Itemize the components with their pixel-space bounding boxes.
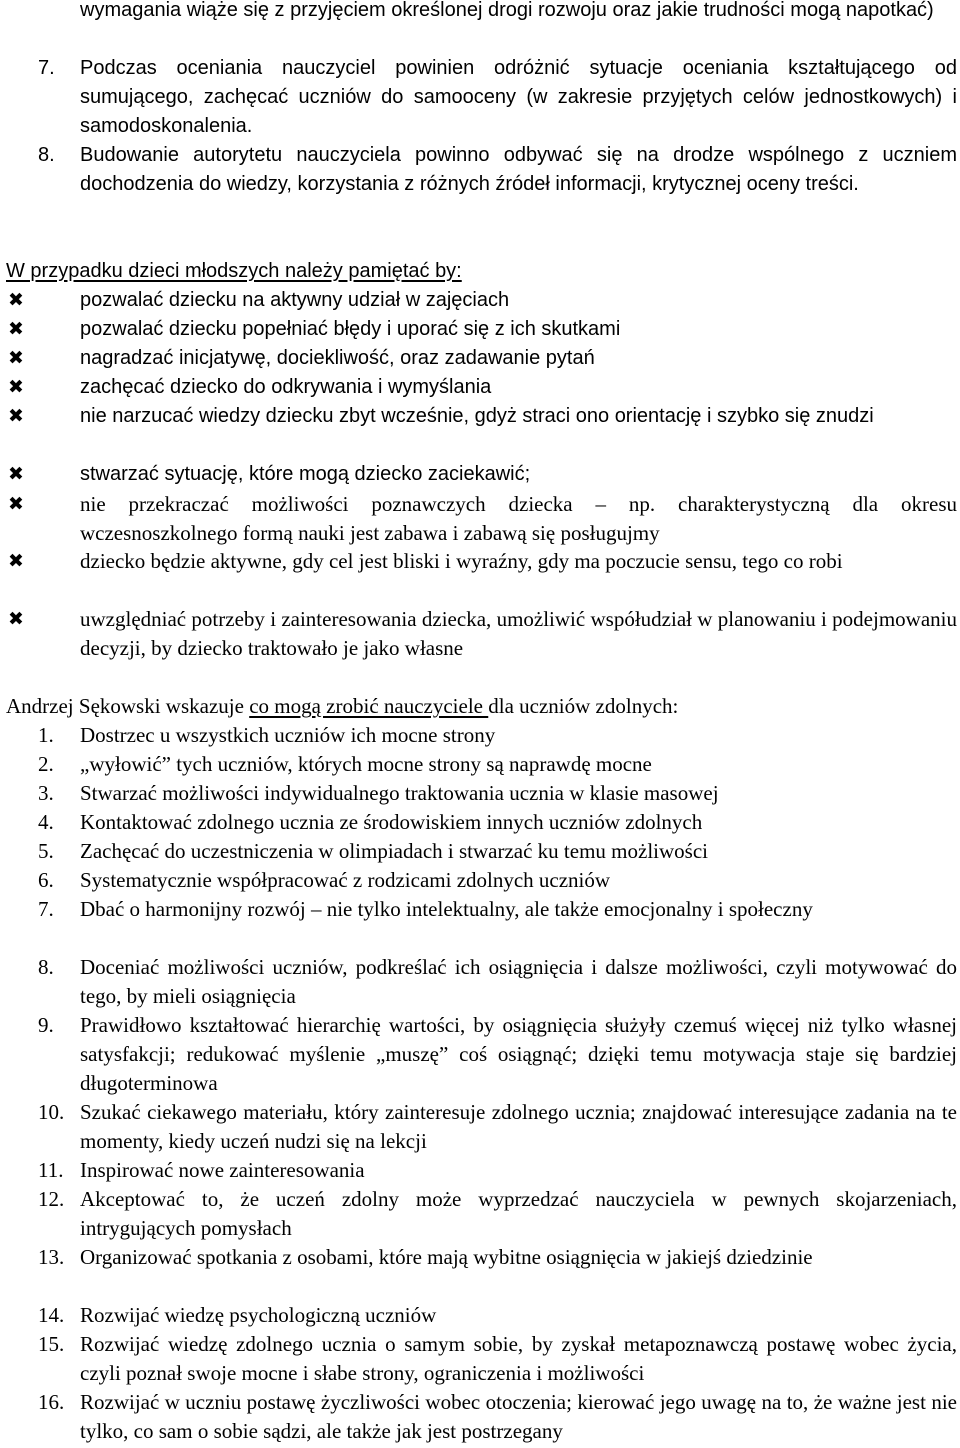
list-text: wymagania wiąże się z przyjęciem określonej drogi rozwoju oraz jakie trudności mogą napotkać) xyxy=(80,0,934,21)
list-item xyxy=(0,1243,960,1272)
list-item xyxy=(0,808,960,837)
list-text: Rozwijać wiedzę zdolnego ucznia o samym sobie, by zyskał metapoznawczą postawę wobec życia, czyli poznał swoje mocne i słabe strony, ograniczenia i możliwości xyxy=(80,1332,957,1385)
list-item xyxy=(0,1330,960,1388)
list-text: nie narzucać wiedzy dziecku zbyt wcześnie, gdyż straci ono orientację i szybko się znudzi xyxy=(80,405,874,427)
list-number: 8. xyxy=(38,144,55,166)
list-text: pozwalać dziecku popełniać błędy i uporać się z ich skutkami xyxy=(80,318,621,340)
list-item xyxy=(0,460,960,489)
list-number: 15. xyxy=(38,1332,65,1356)
list-text: stwarzać sytuację, które mogą dziecko zaciekawić; xyxy=(80,463,531,485)
list-text: Systematycznie współpracować z rodzicami zdolnych uczniów xyxy=(80,868,611,892)
list-number: 7. xyxy=(38,57,55,79)
list-number: 9. xyxy=(38,1013,54,1037)
list-number: 13. xyxy=(38,1245,65,1269)
list-item xyxy=(0,547,960,576)
list-item xyxy=(0,1156,960,1185)
cross-mark-icon: ✖ xyxy=(8,608,24,630)
list-item xyxy=(0,54,960,141)
list-number: 12. xyxy=(38,1187,65,1211)
list-item xyxy=(0,750,960,779)
list-number: 1. xyxy=(38,723,54,747)
cross-mark-icon: ✖ xyxy=(8,376,24,398)
list-text: Stwarzać możliwości indywidualnego traktowania ucznia w klasie masowej xyxy=(80,781,719,805)
list-text: nagradzać inicjatywę, dociekliwość, oraz zadawanie pytań xyxy=(80,347,595,369)
list-text: Podczas oceniania nauczyciel powinien odróżnić sytuacje oceniania kształtującego od sumującego, zachęcać uczniów do samooceny (w zakresie przyjętych celów jednostkowych) i samodoskonalenia. xyxy=(80,57,957,137)
list-item xyxy=(0,1388,960,1446)
list-text: zachęcać dziecko do odkrywania i wymyślania xyxy=(80,376,492,398)
list-item xyxy=(0,402,960,431)
list-text: Zachęcać do uczestniczenia w olimpiadach i stwarzać ku temu możliwości xyxy=(80,839,708,863)
list-number: 14. xyxy=(38,1303,65,1327)
list-number: 10. xyxy=(38,1100,65,1124)
list-text: Dostrzec u wszystkich uczniów ich mocne strony xyxy=(80,723,496,747)
list-item xyxy=(0,344,960,373)
list-item xyxy=(0,837,960,866)
list-text: uwzględniać potrzeby i zainteresowania dziecka, umożliwić współudział w planowaniu i podejmowaniu decyzji, by dziecko traktowało je jako własne xyxy=(80,607,957,660)
list-number: 8. xyxy=(38,955,54,979)
list-number xyxy=(0,0,80,25)
cross-mark-icon: ✖ xyxy=(8,347,24,369)
list-item xyxy=(0,866,960,895)
cross-mark-icon: ✖ xyxy=(8,289,24,311)
list-item xyxy=(0,1185,960,1243)
list-text: Kontaktować zdolnego ucznia ze środowiskiem innych uczniów zdolnych xyxy=(80,810,703,834)
list-text: dziecko będzie aktywne, gdy cel jest bliski i wyraźny, gdy ma poczucie sensu, tego co robi xyxy=(80,549,843,573)
list-item xyxy=(0,373,960,402)
list-text: Dbać o harmonijny rozwój – nie tylko intelektualny, ale także emocjonalny i społeczny xyxy=(80,897,813,921)
list-number: 11. xyxy=(38,1158,64,1182)
cross-mark-icon: ✖ xyxy=(8,493,24,515)
list-item xyxy=(0,1301,960,1330)
list-number: 7. xyxy=(38,897,54,921)
cross-mark-icon: ✖ xyxy=(8,463,24,485)
list-text: Organizować spotkania z osobami, które mają wybitne osiągnięcia w jakiejś dziedzinie xyxy=(80,1245,813,1269)
list-item xyxy=(0,141,960,199)
list-item xyxy=(0,0,960,25)
list-item xyxy=(0,286,960,315)
list-text: Budowanie autorytetu nauczyciela powinno odbywać się na drodze wspólnego z uczniem dochodzenia do wiedzy, korzystania z różnych źródeł informacji, krytycznej oceny treści. xyxy=(80,144,957,195)
list-item xyxy=(0,605,960,663)
list-text: Prawidłowo kształtować hierarchię wartości, by osiągnięcia służyły czemuś więcej niż tylko własnej satysfakcji; redukować myślenie „muszę” coś osiągnąć; dzięki temu motywacja staje się bardziej długoterminowa xyxy=(80,1013,957,1095)
list-item xyxy=(0,1098,960,1156)
list-text: Rozwijać w uczniu postawę życzliwości wobec otoczenia; kierować jego uwagę na to, że ważne jest nie tylko, co sam o sobie sądzi, ale także jak jest postrzegany xyxy=(80,1390,957,1443)
list-item xyxy=(0,721,960,750)
list-text: nie przekraczać możliwości poznawczych dziecka – np. charakterystyczną dla okresu wczesnoszkolnego formą nauki jest zabawa i zabawą się posługujmy xyxy=(80,492,957,545)
cross-mark-icon: ✖ xyxy=(8,550,24,572)
list-number: 6. xyxy=(38,868,54,892)
list-text: Akceptować to, że uczeń zdolny może wyprzedzać nauczyciela w pewnych skojarzeniach, intrygujących pomysłach xyxy=(80,1187,957,1240)
list-item xyxy=(0,315,960,344)
section-heading: W przypadku dzieci młodszych należy pamiętać by: xyxy=(6,260,462,282)
cross-mark-icon: ✖ xyxy=(8,318,24,340)
list-number: 16. xyxy=(38,1390,65,1414)
list-number: 4. xyxy=(38,810,54,834)
list-item xyxy=(0,895,960,924)
list-text: „wyłowić” tych uczniów, których mocne strony są naprawdę mocne xyxy=(80,752,652,776)
cross-mark-icon: ✖ xyxy=(8,405,24,427)
section-heading: Andrzej Sękowski wskazuje co mogą zrobić nauczyciele dla uczniów zdolnych: xyxy=(6,694,679,718)
list-text: pozwalać dziecku na aktywny udział w zajęciach xyxy=(80,289,510,311)
list-item xyxy=(0,1011,960,1098)
list-item xyxy=(0,490,960,548)
list-number: 5. xyxy=(38,839,54,863)
list-text: Doceniać możliwości uczniów, podkreślać ich osiągnięcia i dalsze możliwości, czyli motywować do tego, by mieli osiągnięcia xyxy=(80,955,957,1008)
list-item xyxy=(0,779,960,808)
list-text: Szukać ciekawego materiału, który zainteresuje zdolnego ucznia; znajdować interesujące zadania na te momenty, kiedy uczeń nudzi się na lekcji xyxy=(80,1100,957,1153)
list-number: 3. xyxy=(38,781,54,805)
list-text: Inspirować nowe zainteresowania xyxy=(80,1158,365,1182)
list-number: 2. xyxy=(38,752,54,776)
list-text: Rozwijać wiedzę psychologiczną uczniów xyxy=(80,1303,437,1327)
list-item xyxy=(0,953,960,1011)
